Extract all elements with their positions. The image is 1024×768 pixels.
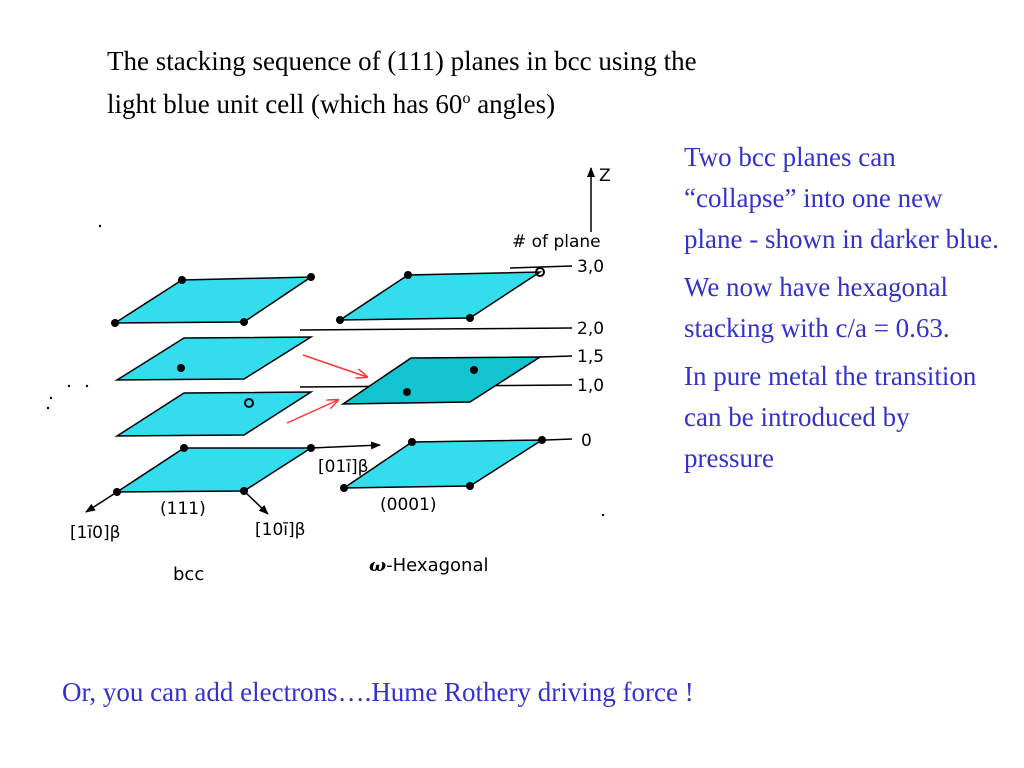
level-label-1-5: 1,5 bbox=[577, 347, 605, 367]
hex-plane-top bbox=[340, 272, 540, 320]
bcc-atom bbox=[240, 318, 248, 326]
title-line-2-end: angles) bbox=[470, 89, 556, 119]
omega-symbol: ω bbox=[369, 555, 387, 576]
hex-atom bbox=[403, 388, 411, 396]
bcc-plane-1 bbox=[117, 392, 311, 436]
collapse-arrow-upper bbox=[303, 355, 367, 377]
bcc-atom bbox=[178, 276, 186, 284]
direction-label-right: [10ī]β bbox=[255, 520, 306, 540]
level-label-1-0: 1,0 bbox=[577, 376, 605, 396]
scan-speck bbox=[47, 407, 49, 409]
direction-arrow-right bbox=[244, 491, 268, 514]
z-axis-label: Z bbox=[599, 166, 611, 186]
hex-atom bbox=[404, 271, 412, 279]
level-label-0: 0 bbox=[581, 431, 592, 451]
bcc-atom bbox=[177, 364, 185, 372]
bottom-note: Or, you can add electrons….Hume Rothery driving force ! bbox=[62, 677, 694, 707]
bcc-structure-label: bcc bbox=[173, 564, 205, 585]
bcc-atom bbox=[111, 319, 119, 327]
collapse-arrow-lower bbox=[287, 400, 338, 423]
hex-structure-label bbox=[369, 555, 489, 576]
title-line-1: The stacking sequence of (111) planes in bcc using the bbox=[107, 46, 697, 76]
scan-speck bbox=[68, 385, 70, 387]
hex-atom bbox=[538, 436, 546, 444]
bcc-atom bbox=[307, 273, 315, 281]
hex-atom bbox=[340, 484, 348, 492]
hex-atom bbox=[408, 438, 416, 446]
plane-number-heading: # of plane bbox=[512, 232, 601, 252]
level-line-2-0 bbox=[300, 328, 572, 330]
scan-speck bbox=[86, 385, 88, 387]
hexagonal-word: -Hexagonal bbox=[386, 555, 489, 576]
side-paragraph-collapse: Two bcc planes can “collapse” into one new plane - shown in darker blue. bbox=[684, 142, 999, 254]
side-paragraph-hexagonal: We now have hexagonal stacking with c/a = 0.63. bbox=[684, 272, 950, 343]
bcc-plane-bottom bbox=[117, 448, 311, 492]
hex-atom bbox=[466, 314, 474, 322]
direction-arrow-left bbox=[86, 492, 117, 512]
scan-speck bbox=[602, 514, 604, 516]
bcc-atom bbox=[180, 444, 188, 452]
hex-atom bbox=[336, 316, 344, 324]
bcc-plane-label: (111) bbox=[160, 499, 206, 519]
bcc-plane-top bbox=[115, 277, 311, 323]
side-paragraph-pressure: In pure metal the transition can be introduced by pressure bbox=[684, 361, 977, 473]
hex-plane-label: (0001) bbox=[380, 495, 437, 515]
title-line-2-start: light blue unit cell (which has 60 bbox=[107, 89, 463, 119]
hex-atom bbox=[470, 366, 478, 374]
scan-speck bbox=[50, 397, 52, 399]
direction-arrow-x bbox=[311, 445, 380, 448]
direction-label-left: [1ī0]β bbox=[70, 523, 121, 543]
degree-superscript: o bbox=[462, 90, 471, 107]
hex-plane-bottom bbox=[344, 440, 542, 488]
level-label-3-0: 3,0 bbox=[577, 257, 605, 277]
level-label-2-0: 2,0 bbox=[577, 319, 605, 339]
direction-label-x: [01ī]β bbox=[318, 457, 369, 477]
level-line-1-5 bbox=[540, 356, 572, 357]
hex-atom bbox=[466, 482, 474, 490]
scan-speck bbox=[99, 225, 101, 227]
bcc-plane-2 bbox=[117, 337, 311, 380]
hex-plane-merged bbox=[343, 357, 540, 404]
